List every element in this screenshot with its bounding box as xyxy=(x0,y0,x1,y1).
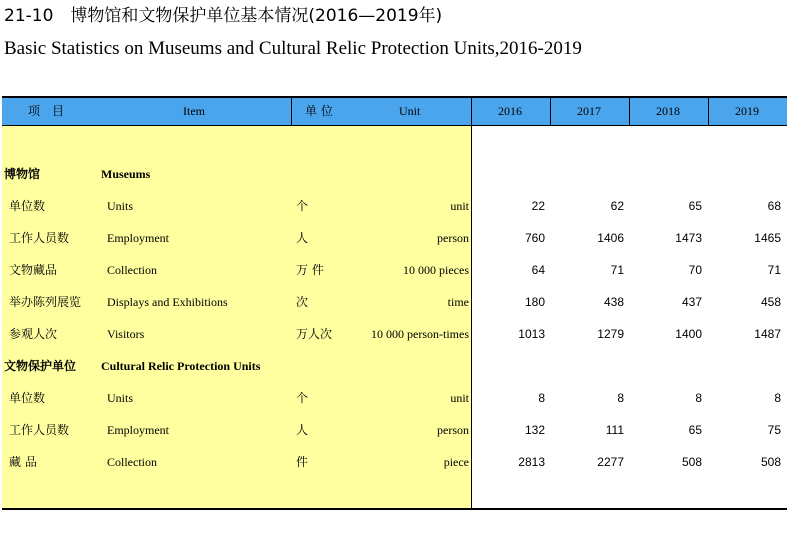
row-label-cn: 工作人员数 xyxy=(9,423,70,437)
cell-value-2017: 8 xyxy=(617,391,624,405)
header-year: 2019 xyxy=(735,104,759,118)
row-unit-cn: 个 xyxy=(296,199,309,213)
row-label-cn: 单位数 xyxy=(9,199,46,213)
cell-value-2017: 2277 xyxy=(597,455,624,469)
row-label-cn: 参观人次 xyxy=(9,327,58,341)
cell-value-2017: 111 xyxy=(605,423,624,437)
cell-value-2019: 1465 xyxy=(754,231,781,245)
cell-value-2016: 2813 xyxy=(518,455,545,469)
cell-value-2019: 1487 xyxy=(754,327,781,341)
header-separator xyxy=(708,98,709,125)
row-unit-cn: 人 xyxy=(296,231,309,245)
table-bottom-rule xyxy=(2,508,787,510)
section-heading-en: Museums xyxy=(101,167,151,181)
cell-value-2018: 70 xyxy=(688,263,702,277)
row-label-en: Units xyxy=(107,199,134,213)
table-row xyxy=(0,324,788,344)
row-label-en: Visitors xyxy=(107,327,145,341)
row-label-en: Collection xyxy=(107,455,157,469)
cell-value-2018: 508 xyxy=(681,455,702,469)
row-label-cn: 藏 品 xyxy=(9,455,37,469)
cell-value-2019: 508 xyxy=(760,455,781,469)
cell-value-2019: 75 xyxy=(767,423,781,437)
header-year: 2016 xyxy=(498,104,522,118)
row-label-en: Displays and Exhibitions xyxy=(107,295,228,309)
header-separator xyxy=(629,98,630,125)
row-label-en: Collection xyxy=(107,263,157,277)
header-unit-en: Unit xyxy=(399,104,421,118)
row-label-en: Employment xyxy=(107,423,169,437)
table-row xyxy=(0,228,788,248)
cell-value-2019: 8 xyxy=(774,391,781,405)
cell-value-2018: 1400 xyxy=(675,327,702,341)
cell-value-2019: 68 xyxy=(767,199,781,213)
cell-value-2018: 65 xyxy=(688,199,702,213)
cell-value-2019: 71 xyxy=(767,263,781,277)
header-separator xyxy=(291,98,292,125)
cell-value-2019: 458 xyxy=(760,295,781,309)
row-label-en: Units xyxy=(107,391,134,405)
row-unit-cn: 个 xyxy=(296,391,309,405)
header-item-cn: 项 目 xyxy=(28,104,65,118)
section-heading-cn: 文物保护单位 xyxy=(4,359,77,373)
cell-value-2017: 62 xyxy=(610,199,624,213)
table-row xyxy=(0,292,788,312)
row-unit-en: 10 000 person-times xyxy=(371,327,469,341)
header-separator xyxy=(471,98,472,125)
header-year: 2018 xyxy=(656,104,680,118)
row-unit-cn: 次 xyxy=(296,295,309,309)
cell-value-2017: 1406 xyxy=(597,231,624,245)
row-unit-cn: 件 xyxy=(296,455,309,469)
row-label-cn: 工作人员数 xyxy=(9,231,70,245)
row-label-cn: 文物藏品 xyxy=(9,263,58,277)
table-title-cn: 21-10 博物馆和文物保护单位基本情况(2016—2019年) xyxy=(4,6,443,26)
table-row xyxy=(0,388,788,408)
row-unit-en: unit xyxy=(450,391,469,405)
table-row xyxy=(0,452,788,472)
section-heading-row xyxy=(0,356,788,376)
cell-value-2017: 438 xyxy=(603,295,624,309)
row-unit-cn: 万 件 xyxy=(296,263,324,277)
cell-value-2017: 71 xyxy=(610,263,624,277)
row-label-cn: 单位数 xyxy=(9,391,46,405)
header-year: 2017 xyxy=(577,104,601,118)
row-unit-en: 10 000 pieces xyxy=(403,263,469,277)
cell-value-2016: 64 xyxy=(531,263,545,277)
cell-value-2018: 437 xyxy=(681,295,702,309)
section-heading-cn: 博物馆 xyxy=(4,167,41,181)
cell-value-2018: 65 xyxy=(688,423,702,437)
cell-value-2016: 1013 xyxy=(518,327,545,341)
cell-value-2016: 760 xyxy=(524,231,545,245)
section-heading-en: Cultural Relic Protection Units xyxy=(101,359,261,373)
row-unit-en: piece xyxy=(443,455,469,469)
section-heading-row xyxy=(0,164,788,184)
cell-value-2018: 8 xyxy=(695,391,702,405)
row-label-en: Employment xyxy=(107,231,169,245)
table-row xyxy=(0,420,788,440)
row-unit-en: time xyxy=(447,295,469,309)
row-unit-en: person xyxy=(437,423,469,437)
row-label-cn: 举办陈列展览 xyxy=(9,295,82,309)
table-header xyxy=(2,96,787,126)
row-unit-cn: 人 xyxy=(296,423,309,437)
cell-value-2016: 8 xyxy=(538,391,545,405)
table-title-en: Basic Statistics on Museums and Cultural Relic Protection Units,2016-2019 xyxy=(4,38,582,59)
row-unit-cn: 万人次 xyxy=(296,327,333,341)
header-separator xyxy=(550,98,551,125)
cell-value-2016: 180 xyxy=(524,295,545,309)
header-unit-cn: 单 位 xyxy=(305,104,333,118)
row-unit-en: unit xyxy=(450,199,469,213)
table-row xyxy=(0,196,788,216)
table-row xyxy=(0,260,788,280)
cell-value-2016: 132 xyxy=(524,423,545,437)
row-unit-en: person xyxy=(437,231,469,245)
cell-value-2017: 1279 xyxy=(597,327,624,341)
cell-value-2018: 1473 xyxy=(675,231,702,245)
header-item-en: Item xyxy=(183,104,205,118)
cell-value-2016: 22 xyxy=(531,199,545,213)
